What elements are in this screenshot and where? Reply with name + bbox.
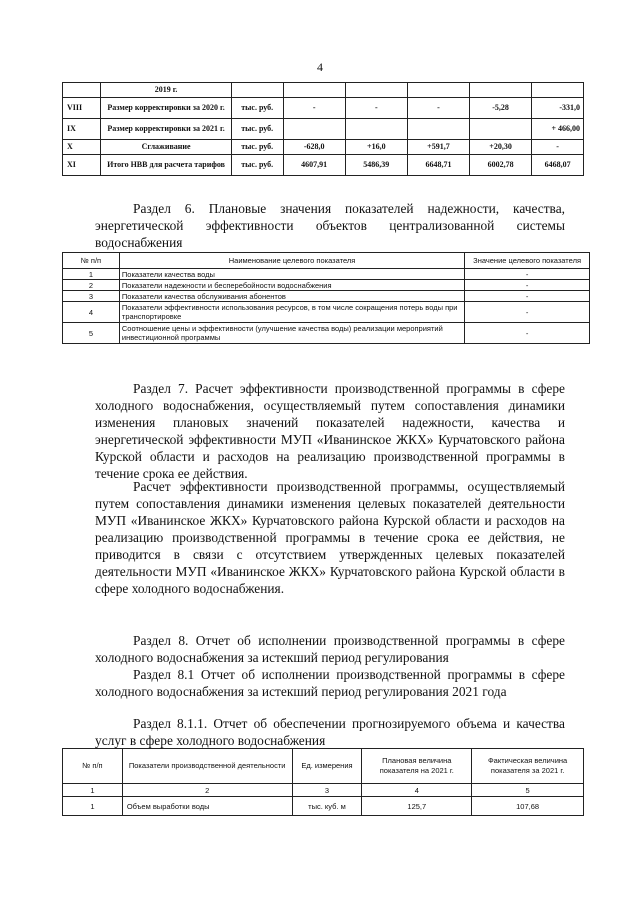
row-number: 1 <box>63 797 123 816</box>
table-row <box>63 269 590 280</box>
row-number: 1 <box>63 269 120 280</box>
row-number: IX <box>63 119 101 140</box>
row-name: 2019 г. <box>101 83 232 98</box>
row-value: -5,28 <box>470 98 532 119</box>
column-number-row <box>63 784 584 797</box>
row-unit: тыс. куб. м <box>292 797 362 816</box>
column-header: Ед. измерения <box>292 749 362 784</box>
row-value <box>470 83 532 98</box>
row-plan-value: 125,7 <box>362 797 472 816</box>
section8-1-1-heading: Раздел 8.1.1. Отчет об обеспечении прогнозируемого объема и качества услуг в сфере холодного водоснабжения <box>95 716 565 748</box>
row-value: -331,0 <box>532 98 584 119</box>
section7-paragraph-2: Расчет эффективности производственной программы, осуществляемый путем сопоставления динамики изменения целевых показателей деятельности МУП «Иванинское ЖКХ» Курчатовского района Курской области и расходов на реализацию производственной программы в течение срока ее действия, не приводится в связи с отсутствием утвержденных целевых показателей деятельности МУП «Иванинское ЖКХ» Курчатовского района Курской области в сфере холодного водоснабжения. <box>95 479 565 596</box>
row-number: XI <box>63 155 101 176</box>
column-header: Фактическая величина показателя за 2021 г. <box>472 749 584 784</box>
section7-paragraph-1: Раздел 7. Расчет эффективности производственной программы в сфере холодного водоснабжения, осуществляемый путем сопоставления динамики изменения плановых значений показателей надежности, качества и энергетической эффективности МУП «Иванинское ЖКХ» Курчатовского района Курской области и расходов на реализацию производственной программы в течение срока ее действия. <box>95 381 565 481</box>
column-header: Наименование целевого показателя <box>119 253 464 269</box>
column-header: Значение целевого показателя <box>465 253 590 269</box>
column-number: 2 <box>122 784 292 797</box>
table-row <box>63 302 590 323</box>
row-number: X <box>63 140 101 155</box>
table-row <box>63 140 584 155</box>
row-value: + 466,00 <box>532 119 584 140</box>
row-name: Показатели качества обслуживания абонентов <box>119 291 464 302</box>
row-name: Размер корректировки за 2020 г. <box>101 98 232 119</box>
row-value <box>283 83 345 98</box>
column-number: 1 <box>63 784 123 797</box>
row-value <box>407 83 469 98</box>
row-value: -628,0 <box>283 140 345 155</box>
table-row <box>63 119 584 140</box>
row-value: 4607,91 <box>283 155 345 176</box>
column-number: 3 <box>292 784 362 797</box>
row-value: - <box>407 98 469 119</box>
column-header: Показатели производственной деятельности <box>122 749 292 784</box>
row-value: - <box>465 269 590 280</box>
column-header: № п/п <box>63 749 123 784</box>
row-value <box>470 119 532 140</box>
row-value: - <box>465 291 590 302</box>
page-number: 4 <box>317 60 323 74</box>
row-unit: тыс. руб. <box>231 155 283 176</box>
column-number: 5 <box>472 784 584 797</box>
table-row <box>63 323 590 344</box>
row-unit: тыс. руб. <box>231 119 283 140</box>
table-row <box>63 155 584 176</box>
column-header: Плановая величина показателя на 2021 г. <box>362 749 472 784</box>
row-name: Показатели качества воды <box>119 269 464 280</box>
section8-1-heading: Раздел 8.1 Отчет об исполнении производственной программы в сфере холодного водоснабжения за истекший период регулирования 2021 года <box>95 667 565 699</box>
row-value: +20,30 <box>470 140 532 155</box>
row-value: - <box>465 280 590 291</box>
row-value <box>532 83 584 98</box>
row-number: 2 <box>63 280 120 291</box>
target-indicators-table <box>62 252 590 344</box>
nvv-table <box>62 82 584 176</box>
row-value: - <box>532 140 584 155</box>
column-header: № п/п <box>63 253 120 269</box>
row-unit: тыс. руб. <box>231 98 283 119</box>
row-name: Показатели эффективности использования ресурсов, в том числе сокращения потерь воды при транспортировке <box>119 302 464 323</box>
row-name: Соотношение цены и эффективности (улучшение качества воды) реализации мероприятий инвестиционной программы <box>119 323 464 344</box>
row-value: +591,7 <box>407 140 469 155</box>
column-number: 4 <box>362 784 472 797</box>
row-number: 3 <box>63 291 120 302</box>
row-name: Объем выработки воды <box>122 797 292 816</box>
row-value: - <box>465 302 590 323</box>
row-value: +16,0 <box>345 140 407 155</box>
table-row <box>63 797 584 816</box>
section6-heading: Раздел 6. Плановые значения показателей надежности, качества, энергетической эффективности объектов централизованной системы водоснабжения <box>95 201 565 250</box>
row-number <box>63 83 101 98</box>
section8-heading: Раздел 8. Отчет об исполнении производственной программы в сфере холодного водоснабжения за истекший период регулирования <box>95 633 565 665</box>
row-value: - <box>283 98 345 119</box>
row-fact-value: 107,68 <box>472 797 584 816</box>
row-number: 5 <box>63 323 120 344</box>
table-row <box>63 291 590 302</box>
row-value <box>283 119 345 140</box>
row-value: 6002,78 <box>470 155 532 176</box>
row-name: Показатели надежности и бесперебойности водоснабжения <box>119 280 464 291</box>
row-number: 4 <box>63 302 120 323</box>
table-row <box>63 98 584 119</box>
row-value <box>345 83 407 98</box>
row-value: - <box>465 323 590 344</box>
row-number: VIII <box>63 98 101 119</box>
table-row <box>63 83 584 98</box>
row-value: 5486,39 <box>345 155 407 176</box>
row-name: Сглаживание <box>101 140 232 155</box>
row-name: Итого НВВ для расчета тарифов <box>101 155 232 176</box>
table-row <box>63 280 590 291</box>
row-value: 6468,07 <box>532 155 584 176</box>
row-value: - <box>345 98 407 119</box>
row-name: Размер корректировки за 2021 г. <box>101 119 232 140</box>
table-header-row <box>63 253 590 269</box>
row-value <box>407 119 469 140</box>
row-unit <box>231 83 283 98</box>
report-table <box>62 748 584 816</box>
row-unit: тыс. руб. <box>231 140 283 155</box>
table-header-row <box>63 749 584 784</box>
row-value <box>345 119 407 140</box>
row-value: 6648,71 <box>407 155 469 176</box>
